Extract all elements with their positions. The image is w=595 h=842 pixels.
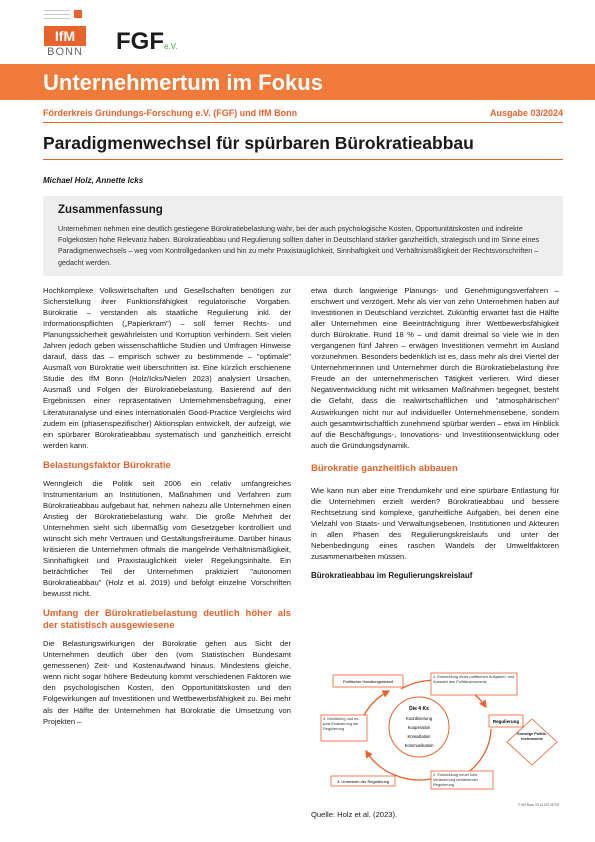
paragraph: etwa durch langwierige Planungs- und Genehmigungsverfahren – erschwert und verzögert. Mehr als vier von zehn Unternehmen haben auf Investitionen in Deutschland verzichtet. Zukünftig erwartet fast die Hälfte aller Unternehmen eine Beeinträchtigung ihrer Wettbewerbsfähigkeit durch Bürokratie. Rund 18 % – und damit dreimal so viele wie in den vergangenen fünf Jahren – erwägen Investitionen vermehrt im Ausland vorzunehmen. Besonders bedenklich ist es, dass mehr als drei Viertel der Unternehmerinnen und Unternehmer durch die Bürokratiebelastung ihre Freude an der unternehmerischen Tätigkeit verlieren. Wird dieser Negativentwicklung nicht mit wirksamen Maßnahmen begegnet, besteht die Gefahr, dass die realwirtschaftlichen und "atmosphärischen" Auswirkungen nicht nur auf individueller Unternehmensebene, sondern auch gesamtwirtschaftlich zunehmend spürbar werden – etwa im Hinblick auf die Beschäftigungs-, Innovations- und Investitionsentwicklung oder auch die Gründungsdynamik. bbox=[311, 286, 559, 450]
step-2-label: 2. Entwicklung neuer bzw. Veränderung bestehender Regulierung bbox=[433, 772, 478, 787]
left-column bbox=[43, 285, 291, 727]
banner-title: Unternehmertum im Fokus bbox=[43, 70, 323, 95]
subline bbox=[43, 108, 563, 118]
step-2-label-wrap bbox=[433, 772, 491, 789]
summary-heading: Zusammenfassung bbox=[58, 204, 163, 216]
cycle-arrow bbox=[363, 691, 389, 717]
section-heading: Belastungsfaktor Bürokratie bbox=[43, 459, 171, 471]
cycle-arrow bbox=[461, 729, 491, 777]
center-title: Die 4 Ks bbox=[409, 706, 429, 712]
center-item: Konsultation bbox=[407, 734, 431, 739]
step-1-label: 1. Entwicklung eines politischen Aufgaben- und Auswahl des Politikinstruments bbox=[433, 674, 515, 684]
ifm-logo-name: IfM bbox=[44, 26, 86, 46]
other-instruments-wrap bbox=[517, 732, 547, 754]
summary-text: Unternehmen nehmen eine deutlich gestiegene Bürokratiebelastung wahr, bei der auch psychologische Kosten, Opportunitätskosten und indirekte Folgekosten hohe Relevanz haben. Bürokratieabbau und Regulierung sollten daher in Deutschland stärker ganzheitlich, strategisch und im Sinne eines Paradigmenwechsels – weg vom Kontrollgedanken und hin zu mehr Praxistauglichkeit, Sinnhaftigkeit und Verhältnismäßigkeit der Rechtsvorschriften – gedacht werden. bbox=[58, 224, 540, 267]
other-instruments-label: Sonstige Politik-instrumente bbox=[517, 732, 547, 741]
fgf-logo bbox=[116, 28, 178, 54]
paragraph: Die Belastungswirkungen der Bürokratie gehen aus Sicht der Unternehmen deutlich über den (vom Statistischen Bundesamt gemessenen) Zeit- und Kostenaufwand hinaus. Mindestens gleiche, wenn nicht sogar höhere Bedeutung kommt verschiedenen Faktoren wie den psychologischen Kosten, den Opportunitätskosten und den Folgewirkungen auf Investitionen und Wettbewerbsfähigkeit zu. Bei mehr als der Hälfte der Unternehmen hat Bürokratie die Umsetzung von Projekten – bbox=[43, 639, 291, 726]
section-heading: Umfang der Bürokratiebelastung deutlich höher als der statistisch ausgewiesene bbox=[43, 608, 291, 632]
regulation-cycle-diagram bbox=[311, 659, 561, 809]
publisher-line: Förderkreis Gründungs-Forschung e.V. (FGF) und IfM Bonn bbox=[43, 108, 298, 118]
divider-top bbox=[43, 122, 563, 123]
figure-source: Quelle: Holz et al. (2023). bbox=[311, 810, 398, 819]
paragraph: Wenngleich die Politik seit 2006 ein relativ umfangreiches Instrumentarium an Institutionen, Maßnahmen und Verfahren zum Bürokratieabbau aufgebaut hat, nehmen nahezu alle Unternehmen einen Anstieg der Bürokratiebelastung wahr. Die große Mehrheit der Unternehmen sieht sich übermäßig vom Gesetzgeber kontrolliert und wünscht sich mehr Vertrauen und Gestaltungsfreiräume. Darüber hinaus kritisieren die Unternehmen oftmals die mangelnde Verhältnismäßigkeit, Sinnhaftigkeit und Praxistauglichkeit vieler Regelungsinhalte. Ein beträchtlicher Teil der Unternehmen praktiziert "autonomen Bürokratieabbau" (Holz et al. 2019) und befolgt einzelne Vorschriften bewusst nicht. bbox=[43, 478, 291, 599]
section-heading: Bürokratie ganzheitlich abbauen bbox=[311, 462, 458, 474]
step-4-label-wrap bbox=[323, 716, 365, 740]
paragraph: Wie kann nun aber eine Trendumkehr und eine spürbare Entlastung für die Unternehmen erzielt werden? Bürokratieabbau und bessere Rechtsetzung sind komplexe, ganzheitliche Aufgaben, bei denen eine Vielzahl von Staats- und Verwaltungsebenen, Institutionen und Akteuren in allen Phasen des Regulierungskreislaufs und unter der Nebenbedingung eines raschen Wandels der Umweltfaktoren zusammenarbeiten müssen. bbox=[311, 485, 559, 561]
center-item: Kommunikation bbox=[404, 743, 434, 748]
paragraph: Hochkomplexe Volkswirtschaften und Gesellschaften benötigen zur Sicherstellung ihrer Funktionsfähigkeit regulatorische Vorgaben. Bürokratie – verstanden als staatliche Regulierung inkl. der Informationspflichten („Papierkram") – soll ferner Rechts- und Planungssicherheit gewährleisten und Korruption verhindern. Seit vielen Jahren jedoch geben wissenschaftliche Studien und Umfragen Hinweise darauf, dass das – empirisch schwer zu bestimmende – "optimale" Ausmaß von Bürokratie weit überschritten ist. Eine kürzlich erschienene Studie des IfM Bonn (Holz/Icks/Nielen 2023) analysiert Ursachen, Ausmaß und Folgen der Bürokratiebelastung. Basierend auf den Ergebnissen einer repräsentativen Unternehmensbefragung, einer Literaturanalyse und eines internationalen Good-Practice Vergleichs wird zudem ein (phasenspezifischer) Aktionsplan entwickelt, der aufzeigt, wie ein spürbarer Bürokratieabbau systematisch und ganzheitlich erreicht werden kann. bbox=[43, 286, 291, 450]
diagram-copyright: © IfM Bonn 23 14 037 08 SR bbox=[518, 803, 559, 807]
step-4-label: 4. Monitoring und ex-post Evaluierung der Regulierung bbox=[323, 716, 360, 731]
fgf-logo-suffix: e.V. bbox=[164, 42, 178, 51]
authors: Michael Holz, Annette Icks bbox=[43, 176, 144, 185]
page-title: Paradigmenwechsel für spürbaren Bürokratieabbau bbox=[43, 133, 474, 153]
header-banner bbox=[0, 64, 595, 100]
figure-title: Bürokratieabbau im Regulierungskreislauf bbox=[311, 571, 473, 581]
ifm-logo-city: BONN bbox=[47, 46, 83, 58]
issue-label: Ausgabe 03/2024 bbox=[489, 108, 563, 118]
divider-title bbox=[43, 159, 563, 160]
right-column bbox=[311, 285, 559, 580]
policy-need-label: Politischer Handlungsbedarf bbox=[342, 679, 394, 684]
ifm-logo-lines bbox=[44, 10, 86, 24]
center-item: Kooperation bbox=[407, 725, 431, 730]
fgf-logo-name: FGF bbox=[116, 28, 164, 55]
summary-box bbox=[43, 196, 563, 276]
regulation-label: Regulierung bbox=[492, 719, 520, 724]
step-1-label-wrap bbox=[433, 674, 515, 695]
step-3-label: 3. Umsetzen der Regulierung bbox=[336, 779, 390, 784]
center-item: Koordinierung bbox=[405, 716, 433, 721]
ifm-logo bbox=[44, 10, 86, 60]
